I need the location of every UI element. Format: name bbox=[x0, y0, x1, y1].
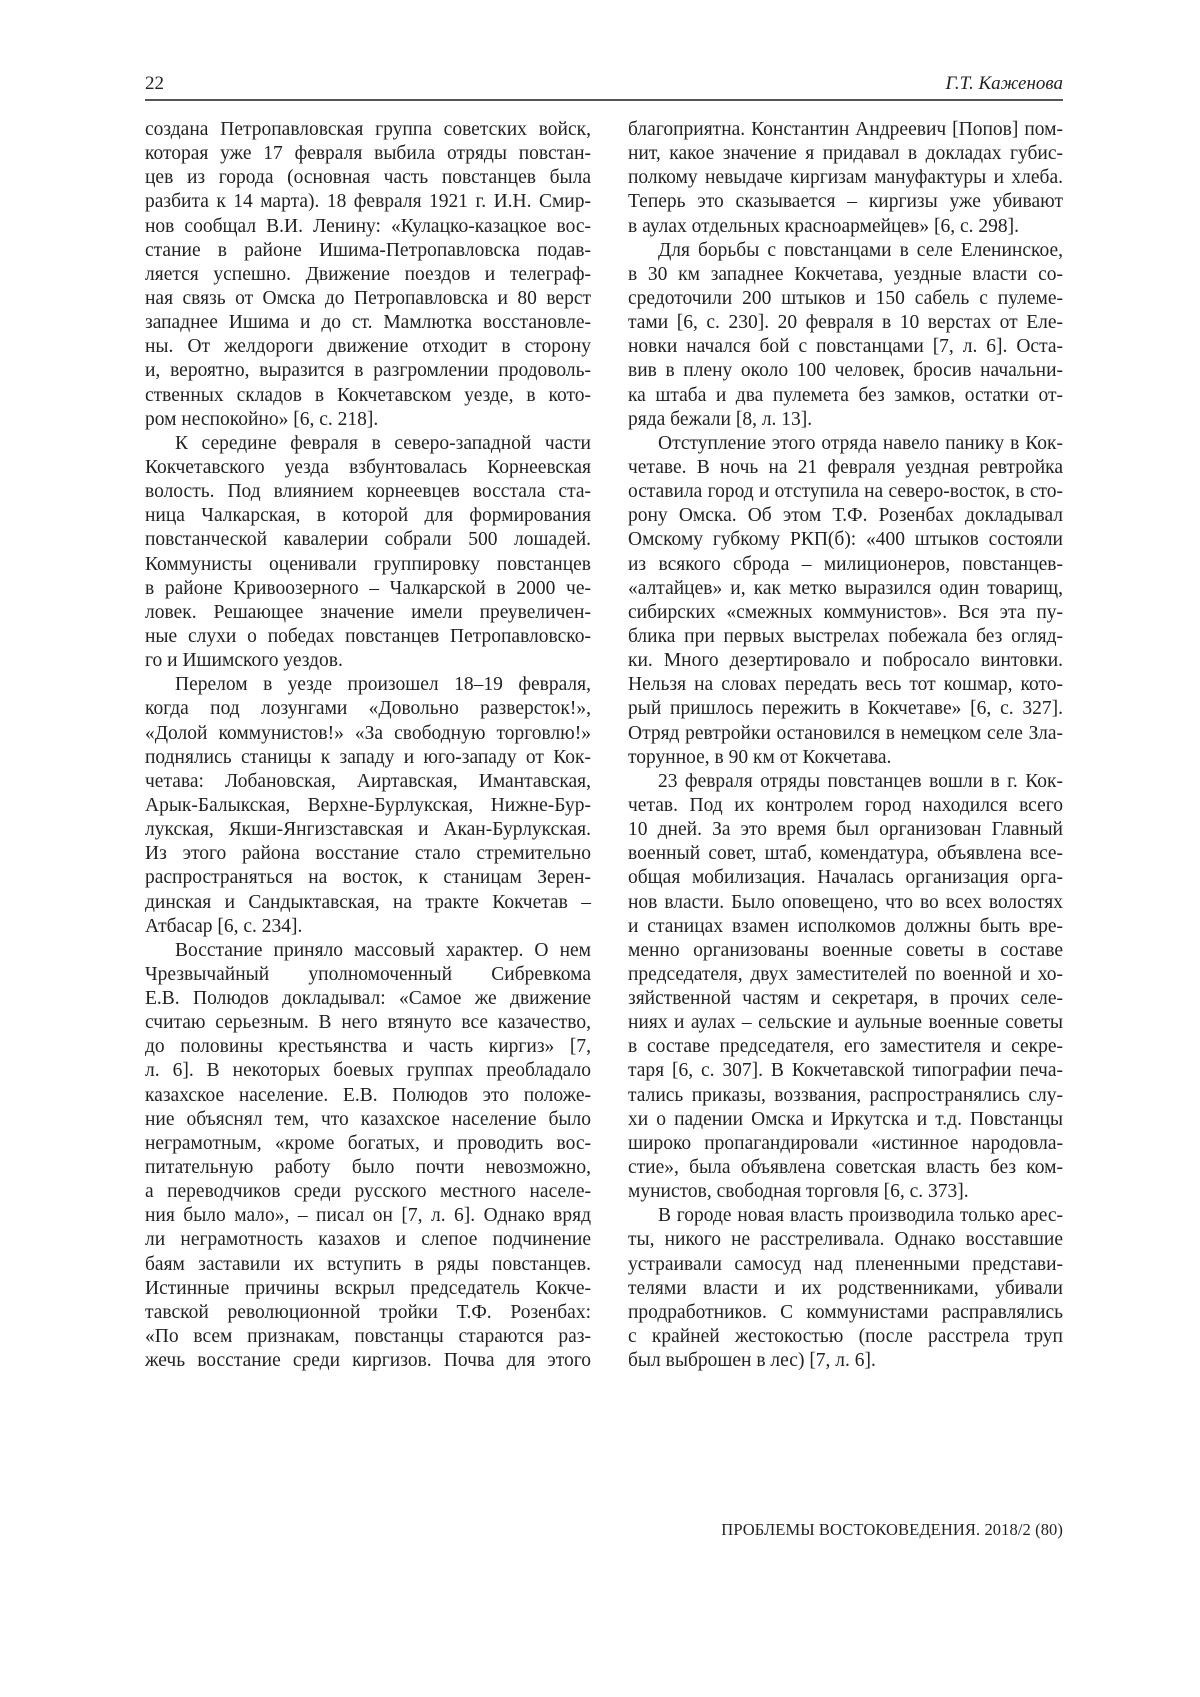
paragraph bbox=[628, 118, 1063, 239]
text-line: ная связь от Омска до Петропавловска и 80 верст bbox=[145, 287, 591, 309]
text-line: ряда бежали [8, л. 13]. bbox=[628, 408, 813, 430]
text-line: торунное, в 90 км от Кокчетава. bbox=[628, 746, 892, 768]
text-line: 23 февраля отряды повстанцев вошли в г. Кок- bbox=[658, 770, 1063, 792]
text-line: Арык-Балыкская, Верхне-Бурлукская, Нижне-Бур- bbox=[145, 794, 591, 816]
text-line: л. 6]. В некоторых боевых группах преобладало bbox=[145, 1060, 591, 1082]
text-line: Нельзя на словах передать весь тот кошмар, кото- bbox=[628, 674, 1063, 696]
text-line: четав. Под их контролем город находился всего bbox=[628, 794, 1063, 816]
journal-footer: ПРОБЛЕМЫ ВОСТОКОВЕДЕНИЯ. 2018/2 (80) bbox=[721, 1520, 1063, 1539]
text-line: Перелом в уезде произошел 18–19 февраля, bbox=[175, 674, 591, 696]
text-line: и станицах взамен исполкомов должны быть вре- bbox=[628, 915, 1063, 937]
text-line: Восстание приняло массовый характер. О нем bbox=[175, 939, 591, 961]
text-line: «алтайцев» и, как метко выразился один товарищ, bbox=[628, 577, 1063, 599]
text-line: Кокчетавского уезда взбунтовалась Корнеевская bbox=[145, 456, 591, 478]
text-line: ние объяснял тем, что казахское население было bbox=[145, 1108, 591, 1130]
text-line: ния было мало», – писал он [7, л. 6]. Однако вряд bbox=[145, 1205, 591, 1227]
text-line: «Долой коммунистов!» «За свободную торговлю!» bbox=[145, 722, 591, 744]
text-line: нов власти. Было оповещено, что во всех волостях bbox=[628, 891, 1063, 913]
text-line: западнее Ишима и до ст. Мамлютка восстановле- bbox=[145, 312, 591, 334]
text-line: Теперь это сказывается – киргизы уже убивают bbox=[628, 191, 1063, 213]
text-line: таря [6, с. 307]. В Кокчетавской типографии печа- bbox=[628, 1060, 1063, 1082]
text-line: председателя, двух заместителей по военной и хо- bbox=[628, 963, 1063, 985]
text-line: ты, никого не расстреливала. Однако восставшие bbox=[628, 1229, 1063, 1251]
text-line: ром неспокойно» [6, с. 218]. bbox=[145, 408, 379, 430]
text-line: в аулах отдельных красноармейцев» [6, с. 298]. bbox=[628, 215, 1019, 237]
text-line: вив в плену около 100 человек, бросив начальни- bbox=[628, 360, 1063, 382]
text-line: разбита к 14 марта). 18 февраля 1921 г. И.Н. Смир- bbox=[145, 191, 591, 213]
text-line: Омскому губкому РКП(б): «400 штыков состояли bbox=[628, 529, 1063, 551]
text-line: нов сообщал В.И. Ленину: «Кулацко-казацкое вос- bbox=[145, 215, 591, 237]
text-line: стание в районе Ишима-Петропавловска подав- bbox=[145, 239, 591, 261]
paragraph bbox=[145, 673, 591, 939]
text-line: четаве. В ночь на 21 февраля уездная ревтройка bbox=[628, 456, 1063, 478]
text-line: рону Омска. Об этом Т.Ф. Розенбах докладывал bbox=[628, 505, 1063, 527]
text-line: Чрезвычайный уполномоченный Сибревкома bbox=[145, 963, 591, 985]
text-line: в районе Кривоозерного – Чалкарской в 2000 че- bbox=[145, 577, 591, 599]
text-line: телями власти и их родственниками, убивали bbox=[628, 1277, 1063, 1299]
text-line: благоприятна. Константин Андреевич [Попов] пом- bbox=[628, 119, 1063, 140]
text-line: поднялись станицы к западу и юго-западу от Кок- bbox=[145, 746, 591, 768]
text-line: до половины крестьянства и часть киргиз» [7, bbox=[145, 1036, 591, 1058]
paragraph bbox=[145, 118, 591, 432]
text-line: зяйственной частям и секретаря, в прочих селе- bbox=[628, 988, 1063, 1010]
text-line: нит, какое значение я придавал в докладах губис- bbox=[628, 143, 1063, 165]
text-line: баям заставили их вступить в ряды повстанцев. bbox=[145, 1253, 591, 1275]
text-line: «По всем признакам, повстанцы стараются раз- bbox=[145, 1326, 591, 1348]
text-line: повстанческой кавалерии собрали 500 лошадей. bbox=[145, 529, 591, 551]
text-line: казахское население. Е.В. Полюдов это положе- bbox=[145, 1084, 591, 1106]
text-line: Истинные причины вскрыл председатель Кокче- bbox=[145, 1277, 591, 1299]
text-line: военный совет, штаб, комендатура, объявлена все- bbox=[628, 843, 1063, 865]
text-line: и, вероятно, выразится в разгромлении продоволь- bbox=[145, 360, 591, 382]
text-line: средоточили 200 штыков и 150 сабель с пулеме- bbox=[628, 287, 1063, 309]
text-line: ственных складов в Кокчетавском уезде, в кото- bbox=[145, 384, 591, 406]
text-line: общая мобилизация. Началась организация орга- bbox=[628, 867, 1063, 889]
text-line: ляется успешно. Движение поездов и телеграф- bbox=[145, 263, 591, 285]
text-line: жечь восстание среди киргизов. Почва для этого bbox=[145, 1350, 591, 1372]
text-line: сибирских «смежных коммунистов». Вся эта пу- bbox=[628, 601, 1063, 623]
text-line: лукская, Якши-Янгизставская и Акан-Бурлукская. bbox=[145, 819, 591, 841]
text-line: тались приказы, воззвания, распространялись слу- bbox=[628, 1084, 1063, 1106]
text-line: продработников. С коммунистами расправлялись bbox=[628, 1301, 1063, 1323]
paragraph bbox=[628, 770, 1063, 1205]
text-line: в 30 км западнее Кокчетава, уездные власти со- bbox=[628, 263, 1063, 285]
text-line: Коммунисты оценивали группировку повстанцев bbox=[145, 553, 591, 575]
text-line: оставила город и отступила на северо-восток, в сто- bbox=[628, 481, 1063, 503]
text-line: динская и Сандыктавская, на тракте Кокчетав – bbox=[145, 891, 591, 913]
text-line: В городе новая власть производила только арес- bbox=[658, 1205, 1063, 1227]
text-line: Отряд ревтройки остановился в немецком селе Зла- bbox=[628, 722, 1063, 744]
text-line: новки начался бой с повстанцами [7, л. 6]. Оста- bbox=[628, 336, 1063, 358]
text-line: когда под лозунгами «Довольно разверсток!», bbox=[145, 698, 591, 720]
text-line: ли неграмотность казахов и слепое подчинение bbox=[145, 1229, 591, 1251]
text-line: 10 дней. За это время был организован Главный bbox=[628, 819, 1063, 841]
text-column-left bbox=[145, 118, 591, 1373]
header-rule bbox=[145, 99, 1063, 101]
paragraph bbox=[145, 432, 591, 673]
text-line: Атбасар [6, с. 234]. bbox=[145, 915, 303, 937]
text-line: распространяться на восток, к станицам Зерен- bbox=[145, 867, 591, 889]
text-line: Для борьбы с повстанцами в селе Еленинское, bbox=[658, 239, 1063, 261]
text-line: а переводчиков среди русского местного населе- bbox=[145, 1181, 591, 1203]
text-line: из всякого сброда – милиционеров, повстанцев- bbox=[628, 553, 1063, 575]
text-line: мунистов, свободная торговля [6, с. 373]. bbox=[628, 1181, 969, 1203]
text-line: Е.В. Полюдов докладывал: «Самое же движение bbox=[145, 988, 591, 1010]
paragraph bbox=[628, 432, 1063, 770]
text-line: питательную работу было почти невозможно, bbox=[145, 1157, 591, 1179]
text-column-right bbox=[628, 118, 1063, 1373]
text-line: устраивали самосуд над плененными представи- bbox=[628, 1253, 1063, 1275]
text-line: неграмотным, «кроме богатых, и проводить вос- bbox=[145, 1132, 591, 1154]
text-line: ны. От желдороги движение отходит в сторону bbox=[145, 336, 591, 358]
text-line: ные слухи о победах повстанцев Петропавловско- bbox=[145, 625, 591, 647]
text-line: Из этого района восстание стало стремительно bbox=[145, 843, 591, 865]
text-line: тами [6, с. 230]. 20 февраля в 10 верстах от Еле- bbox=[628, 312, 1063, 334]
text-line: го и Ишимского уездов. bbox=[145, 650, 343, 672]
text-line: считаю серьезным. В него втянуто все казачество, bbox=[145, 1012, 591, 1034]
text-line: четава: Лобановская, Аиртавская, Имантавская, bbox=[145, 770, 591, 792]
page-number: 22 bbox=[145, 73, 164, 94]
text-line: создана Петропавловская группа советских войск, bbox=[145, 119, 591, 140]
text-line: был выброшен в лес) [7, л. 6]. bbox=[628, 1350, 876, 1372]
text-line: Отступление этого отряда навело панику в Кок- bbox=[658, 432, 1063, 454]
text-line: которая уже 17 февраля выбила отряды повстан- bbox=[145, 143, 591, 165]
text-line: широко пропагандировали «истинное народовла- bbox=[628, 1132, 1063, 1154]
text-line: ловек. Решающее значение имели преувеличен- bbox=[145, 601, 591, 623]
text-line: хи о падении Омска и Иркутска и т.д. Повстанцы bbox=[628, 1108, 1063, 1130]
text-line: волость. Под влиянием корнеевцев восстала ста- bbox=[145, 481, 591, 503]
text-line: стие», была объявлена советская власть без ком- bbox=[628, 1157, 1063, 1179]
text-line: блика при первых выстрелах побежала без огляд- bbox=[628, 625, 1063, 647]
paragraph bbox=[628, 239, 1063, 432]
text-line: рый пришлось пережить в Кокчетаве» [6, с. 327]. bbox=[628, 698, 1063, 720]
text-line: цев из города (основная часть повстанцев была bbox=[145, 167, 591, 189]
text-line: ки. Много дезертировало и побросало винтовки. bbox=[628, 650, 1063, 672]
text-line: ница Чалкарская, в которой для формирования bbox=[145, 505, 591, 527]
text-line: тавской революционной тройки Т.Ф. Розенбах: bbox=[145, 1301, 591, 1323]
paragraph bbox=[628, 1204, 1063, 1373]
paragraph bbox=[145, 939, 591, 1374]
text-line: ниях и аулах – сельские и аульные военные советы bbox=[628, 1012, 1063, 1034]
running-header-author: Г.Т. Каженова bbox=[945, 73, 1063, 94]
text-line: полкому невыдаче киргизам мануфактуры и хлеба. bbox=[628, 167, 1063, 189]
text-line: К середине февраля в северо-западной части bbox=[175, 432, 591, 454]
text-line: менно организованы военные советы в составе bbox=[628, 939, 1063, 961]
text-line: с крайней жестокостью (после расстрела труп bbox=[628, 1326, 1063, 1348]
text-line: в составе председателя, его заместителя и секре- bbox=[628, 1036, 1063, 1058]
text-line: ка штаба и два пулемета без замков, остатки от- bbox=[628, 384, 1063, 406]
